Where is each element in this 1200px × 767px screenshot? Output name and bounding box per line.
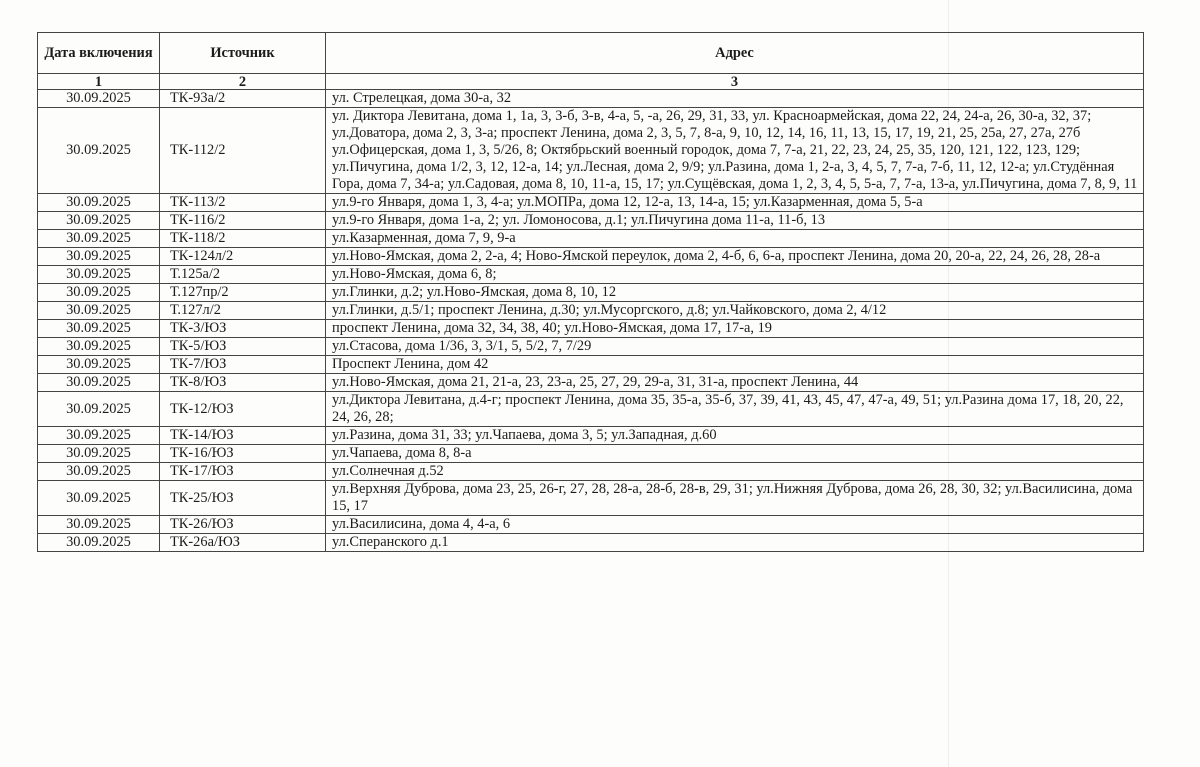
source-cell: ТК-8/ЮЗ xyxy=(160,374,326,392)
date-cell: 30.09.2025 xyxy=(38,320,160,338)
address-cell: ул.Разина, дома 31, 33; ул.Чапаева, дома 3, 5; ул.Западная, д.60 xyxy=(326,427,1144,445)
address-cell: ул.9-го Января, дома 1-а, 2; ул. Ломоносова, д.1; ул.Пичугина дома 11-а, 11-б, 13 xyxy=(326,212,1144,230)
source-cell: Т.127пр/2 xyxy=(160,284,326,302)
date-cell: 30.09.2025 xyxy=(38,392,160,427)
table-row xyxy=(38,463,1144,481)
column-header-source: Источник xyxy=(160,33,326,74)
date-cell: 30.09.2025 xyxy=(38,374,160,392)
date-cell: 30.09.2025 xyxy=(38,108,160,194)
address-cell: проспект Ленина, дома 32, 34, 38, 40; ул.Ново-Ямская, дома 17, 17-а, 19 xyxy=(326,320,1144,338)
address-cell: ул.Василисина, дома 4, 4-а, 6 xyxy=(326,516,1144,534)
address-cell: Проспект Ленина, дом 42 xyxy=(326,356,1144,374)
address-cell: ул. Диктора Левитана, дома 1, 1а, 3, 3-б, 3-в, 4-а, 5, -а, 26, 29, 31, 33, ул. Красноармейская, дома 22, 24, 24-а, 26, 30-а, 32, 37; ул.Доватора, дома 2, 3, 3-а; проспект Ленина, дома 2, 3, 5, 7, 8-а, 9, 10, 12, 14, 16, 11, 13, 15, 17, 19, 21, 25, 25а, 27, 27а, 27б ул.Офицерская, дома 1, 3, 5/26, 8; Октябрьский военный городок, дома 7, 7-а, 21, 22, 23, 24, 25, 35, 120, 121, 122, 123, 129; ул.Пичугина, дома 1/2, 3, 12, 12-а, 14; ул.Лесная, дома 2, 9/9; ул.Разина, дома 1, 2-а, 3, 4, 5, 7, 7-а, 7-б, 11, 12, 12-а; ул.Студённая Гора, дома 7, 34-а; ул.Садовая, дома 8, 10, 11-а, 15, 17; ул.Сущёвская, дома 1, 2, 3, 4, 5, 5-а, 7, 7-а, 13-а, ул.Пичугина, дома 7, 8, 9, 11 xyxy=(326,108,1144,194)
column-number-1: 1 xyxy=(38,74,160,90)
source-cell: ТК-26/ЮЗ xyxy=(160,516,326,534)
date-cell: 30.09.2025 xyxy=(38,284,160,302)
source-cell: ТК-12/ЮЗ xyxy=(160,392,326,427)
source-cell: ТК-124л/2 xyxy=(160,248,326,266)
source-cell: ТК-14/ЮЗ xyxy=(160,427,326,445)
table-row xyxy=(38,284,1144,302)
date-cell: 30.09.2025 xyxy=(38,248,160,266)
table-row xyxy=(38,108,1144,194)
table-header-row xyxy=(38,33,1144,74)
source-cell: Т.125а/2 xyxy=(160,266,326,284)
column-number-row xyxy=(38,74,1144,90)
address-cell: ул.Глинки, д.2; ул.Ново-Ямская, дома 8, 10, 12 xyxy=(326,284,1144,302)
date-cell: 30.09.2025 xyxy=(38,445,160,463)
date-cell: 30.09.2025 xyxy=(38,481,160,516)
address-cell: ул.Диктора Левитана, д.4-г; проспект Ленина, дома 35, 35-а, 35-б, 37, 39, 41, 43, 45, 47, 47-а, 49, 51; ул.Разина дома 17, 18, 20, 22, 24, 26, 28; xyxy=(326,392,1144,427)
column-header-date: Дата включения xyxy=(38,33,160,74)
source-cell: ТК-25/ЮЗ xyxy=(160,481,326,516)
source-cell: ТК-17/ЮЗ xyxy=(160,463,326,481)
column-number-2: 2 xyxy=(160,74,326,90)
source-cell: ТК-112/2 xyxy=(160,108,326,194)
date-cell: 30.09.2025 xyxy=(38,463,160,481)
date-cell: 30.09.2025 xyxy=(38,302,160,320)
table-row xyxy=(38,338,1144,356)
address-cell: ул.Ново-Ямская, дома 21, 21-а, 23, 23-а, 25, 27, 29, 29-а, 31, 31-а, проспект Ленина, 44 xyxy=(326,374,1144,392)
address-cell: ул.Казарменная, дома 7, 9, 9-а xyxy=(326,230,1144,248)
source-cell: ТК-26а/ЮЗ xyxy=(160,534,326,552)
column-number-3: 3 xyxy=(326,74,1144,90)
date-cell: 30.09.2025 xyxy=(38,194,160,212)
address-cell: ул.Сперанского д.1 xyxy=(326,534,1144,552)
table-row xyxy=(38,427,1144,445)
column-header-address: Адрес xyxy=(326,33,1144,74)
source-cell: ТК-113/2 xyxy=(160,194,326,212)
address-cell: ул.Ново-Ямская, дома 2, 2-а, 4; Ново-Ямской переулок, дома 2, 4-б, 6, 6-а, проспект Ленина, дома 20, 20-а, 22, 24, 26, 28, 28-а xyxy=(326,248,1144,266)
date-cell: 30.09.2025 xyxy=(38,338,160,356)
source-cell: ТК-7/ЮЗ xyxy=(160,356,326,374)
address-cell: ул.Ново-Ямская, дома 6, 8; xyxy=(326,266,1144,284)
source-cell: ТК-16/ЮЗ xyxy=(160,445,326,463)
address-cell: ул.Чапаева, дома 8, 8-а xyxy=(326,445,1144,463)
table-row xyxy=(38,230,1144,248)
date-cell: 30.09.2025 xyxy=(38,266,160,284)
date-cell: 30.09.2025 xyxy=(38,90,160,108)
table-row xyxy=(38,481,1144,516)
source-cell: ТК-116/2 xyxy=(160,212,326,230)
table-row xyxy=(38,194,1144,212)
source-cell: ТК-5/ЮЗ xyxy=(160,338,326,356)
table-row xyxy=(38,302,1144,320)
table-row xyxy=(38,374,1144,392)
table-row xyxy=(38,320,1144,338)
heating-connection-table xyxy=(37,32,1144,552)
table-body xyxy=(38,90,1144,552)
address-cell: ул.Верхняя Дуброва, дома 23, 25, 26-г, 27, 28, 28-а, 28-б, 28-в, 29, 31; ул.Нижняя Дуброва, дома 26, 28, 30, 32; ул.Василисина, дома 15, 17 xyxy=(326,481,1144,516)
table-row xyxy=(38,248,1144,266)
address-cell: ул.Стасова, дома 1/36, 3, 3/1, 5, 5/2, 7, 7/29 xyxy=(326,338,1144,356)
address-cell: ул. Стрелецкая, дома 30-а, 32 xyxy=(326,90,1144,108)
date-cell: 30.09.2025 xyxy=(38,427,160,445)
address-cell: ул.9-го Января, дома 1, 3, 4-а; ул.МОПРа, дома 12, 12-а, 13, 14-а, 15; ул.Казарменная, дома 5, 5-а xyxy=(326,194,1144,212)
address-cell: ул.Глинки, д.5/1; проспект Ленина, д.30; ул.Мусоргского, д.8; ул.Чайковского, дома 2, 4/12 xyxy=(326,302,1144,320)
table-row xyxy=(38,212,1144,230)
table-row xyxy=(38,534,1144,552)
table-row xyxy=(38,90,1144,108)
table-row xyxy=(38,266,1144,284)
source-cell: ТК-3/ЮЗ xyxy=(160,320,326,338)
date-cell: 30.09.2025 xyxy=(38,212,160,230)
table-row xyxy=(38,356,1144,374)
table-row xyxy=(38,392,1144,427)
address-cell: ул.Солнечная д.52 xyxy=(326,463,1144,481)
table-row xyxy=(38,516,1144,534)
date-cell: 30.09.2025 xyxy=(38,230,160,248)
source-cell: Т.127л/2 xyxy=(160,302,326,320)
date-cell: 30.09.2025 xyxy=(38,516,160,534)
table-row xyxy=(38,445,1144,463)
date-cell: 30.09.2025 xyxy=(38,356,160,374)
source-cell: ТК-118/2 xyxy=(160,230,326,248)
date-cell: 30.09.2025 xyxy=(38,534,160,552)
source-cell: ТК-93а/2 xyxy=(160,90,326,108)
